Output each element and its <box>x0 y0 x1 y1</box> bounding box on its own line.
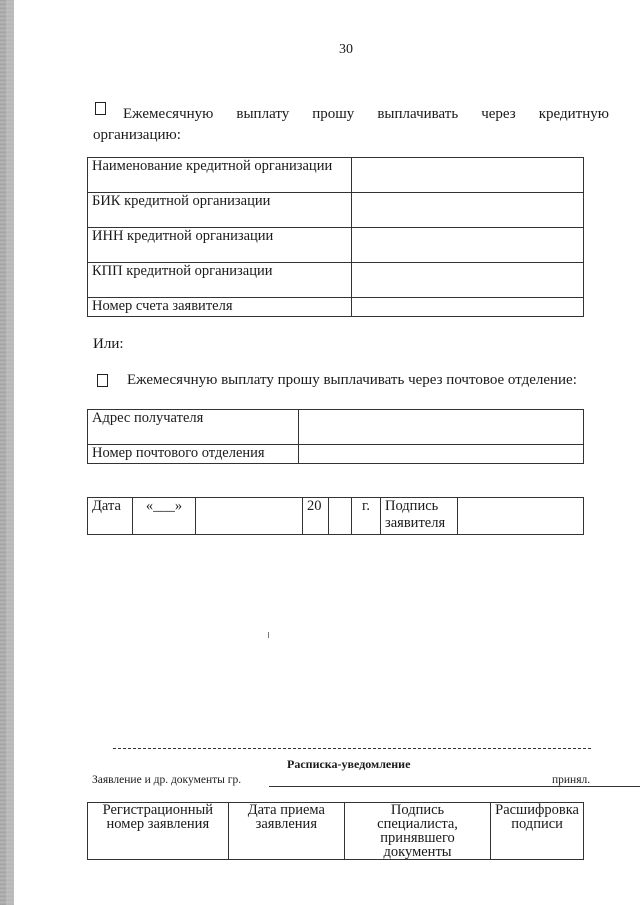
recipient-address-label: Адрес получателя <box>88 410 299 445</box>
date-month-field[interactable] <box>196 498 303 535</box>
recipient-address-field[interactable] <box>299 410 584 445</box>
bank-name-label: Наименование кредитной организации <box>88 158 352 193</box>
applicant-name-blank[interactable] <box>269 786 640 787</box>
bank-kpp-label: КПП кредитной организации <box>88 263 352 298</box>
scan-edge <box>0 0 14 905</box>
bank-kpp-field[interactable] <box>352 263 584 298</box>
table-row <box>88 228 584 263</box>
signature-field[interactable] <box>458 498 584 535</box>
date-label: Дата <box>88 498 133 535</box>
or-label: Или: <box>93 336 124 352</box>
receipt-line-label: Заявление и др. документы гр. <box>92 774 242 786</box>
bank-bik-label: БИК кредитной организации <box>88 193 352 228</box>
reg-number-header: Регистрационный номер заявления <box>88 803 229 860</box>
reception-date-header: Дата приема заявления <box>228 803 344 860</box>
cut-line <box>113 748 591 749</box>
table-row <box>88 263 584 298</box>
bank-details-table <box>87 157 584 317</box>
word: Ежемесячную <box>123 106 214 122</box>
date-day-field[interactable]: «___» <box>133 498 196 535</box>
table-row <box>88 410 584 445</box>
bank-inn-label: ИНН кредитной организации <box>88 228 352 263</box>
post-details-table <box>87 409 584 464</box>
specialist-signature-header: Подпись специалиста, принявшего документы <box>344 803 490 860</box>
word: прошу <box>312 106 355 122</box>
account-number-label: Номер счета заявителя <box>88 298 352 317</box>
word: кредитную <box>538 106 609 122</box>
table-row <box>88 445 584 464</box>
post-office-label: Номер почтового отделения <box>88 445 299 464</box>
bank-option-text <box>93 104 609 146</box>
bank-inn-field[interactable] <box>352 228 584 263</box>
receipt-title: Расписка-уведомление <box>287 757 411 771</box>
receipt-table <box>87 802 584 860</box>
signature-decoding-header: Расшифровка подписи <box>491 803 584 860</box>
table-row <box>88 803 584 860</box>
table-row <box>88 498 584 535</box>
word: выплачивать <box>377 106 459 122</box>
bank-name-field[interactable] <box>352 158 584 193</box>
date-year-field[interactable] <box>329 498 352 535</box>
bank-option-line2: организацию: <box>93 127 181 143</box>
date-year-unit: г. <box>352 498 381 535</box>
signature-label: Подпись заявителя <box>381 498 458 535</box>
bank-option-line1 <box>93 104 609 125</box>
bank-bik-field[interactable] <box>352 193 584 228</box>
post-option-text: Ежемесячную выплату прошу выплачивать через почтовое отделение: <box>127 372 577 388</box>
scan-speck <box>268 632 269 638</box>
post-option-checkbox[interactable] <box>97 374 108 387</box>
word: через <box>481 106 516 122</box>
table-row <box>88 158 584 193</box>
account-number-field[interactable] <box>352 298 584 317</box>
page-number: 30 <box>339 42 353 57</box>
receipt-line-end: принял. <box>552 774 591 786</box>
post-office-field[interactable] <box>299 445 584 464</box>
table-row <box>88 298 584 317</box>
word: выплату <box>236 106 290 122</box>
date-year-prefix: 20 <box>303 498 329 535</box>
date-signature-table <box>87 497 584 535</box>
table-row <box>88 193 584 228</box>
